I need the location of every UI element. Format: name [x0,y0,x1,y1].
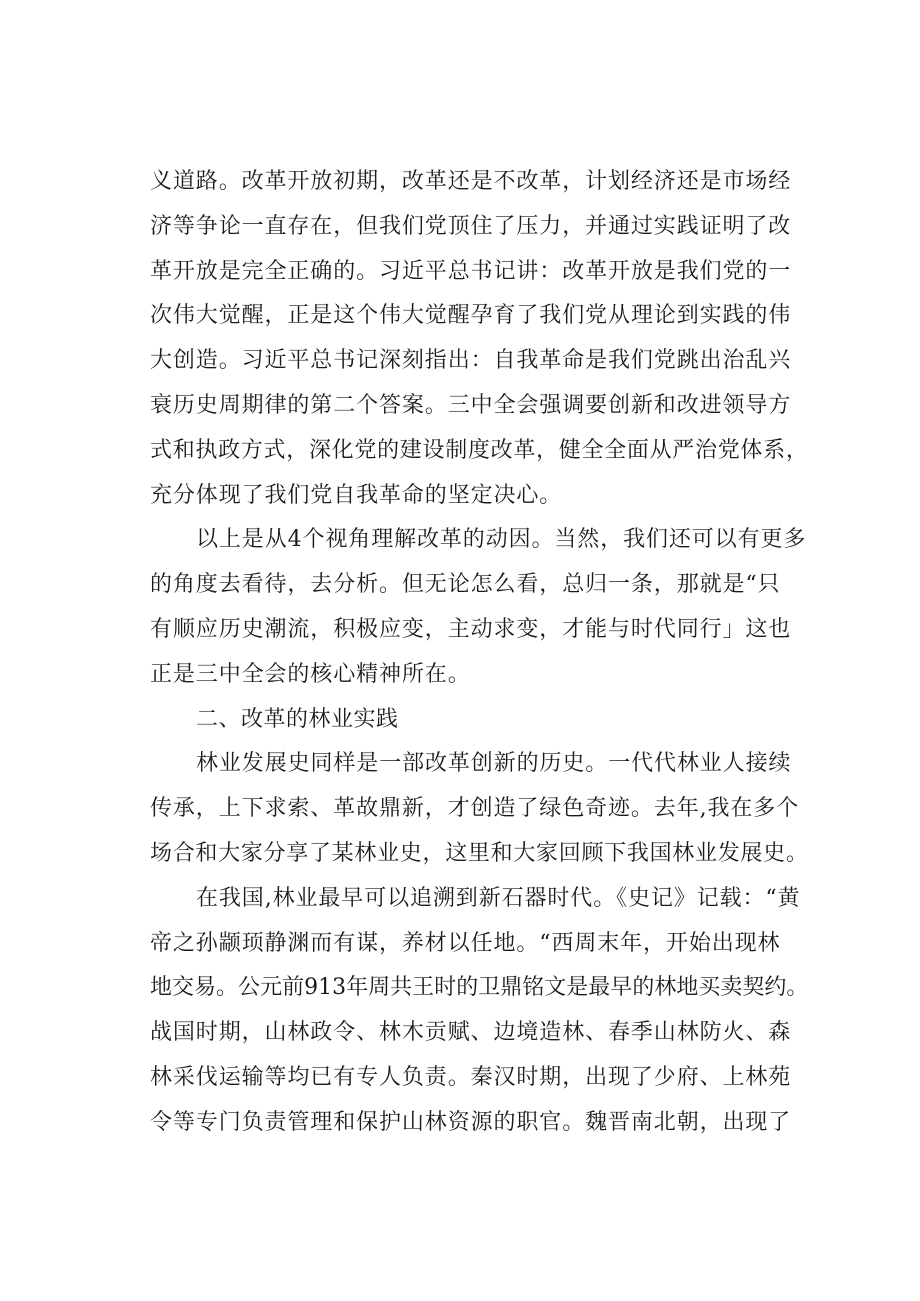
text-line: 有顺应历史潮流，积极应变，主动求变，才能与时代同行」这也 [150,616,792,642]
text-line: 帝之孙颛顼静渊而有谋，养材以任地。“西周末年，开始出现林 [150,930,781,956]
text-line: 正是三中全会的核心精神所在。 [150,661,471,687]
text-line: 林采伐运输等均已有专人负责。秦汉时期，出现了少府、上林苑 [150,1064,792,1090]
text-line: 充分体现了我们党自我革命的坚定决心。 [150,482,563,508]
text-line: 地交易。公元前913年周共王时的卫鼎铭文是最早的林地买卖契约。 [150,975,809,1001]
text-line: 传承，上下求索、革故鼎新，才创造了绿色奇迹。去年,我在多个 [150,796,800,822]
paragraph-first-line: 林业发展史同样是一部改革创新的历史。一代代林业人接续 [196,751,792,777]
text-line: 的角度去看待，去分析。但无论怎么看，总归一条，那就是“只 [150,572,781,598]
text-line: 济等争论一直存在，但我们党顶住了压力，并通过实践证明了改 [150,213,792,239]
text-line: 场合和大家分享了某林业史，这里和大家回顾下我国林业发展史。 [150,840,809,866]
paragraph-first-line: 以上是从4个视角理解改革的动因。当然，我们还可以有更多 [196,527,807,553]
text-line: 令等专门负责管理和保护山林资源的职官。魏晋南北朝，出现了 [150,1109,792,1135]
text-line: 衰历史周期律的第二个答案。三中全会强调要创新和改进领导方 [150,392,792,418]
document-body [150,160,809,1146]
section-heading: 二、改革的林业实践 [196,706,399,732]
text-line: 次伟大觉醒，正是这个伟大觉醒孕育了我们党从理论到实践的伟 [150,303,792,329]
text-line: 义道路。改革开放初期，改革还是不改革，计划经济还是市场经 [150,169,792,194]
text-line: 战国时期，山林政令、林木贡赋、边境造林、春季山林防火、森 [150,1020,792,1046]
paragraph-first-line: 在我国,林业最早可以追溯到新石器时代。《史记》记载：“黄 [196,885,801,911]
text-line: 大创造。习近平总书记深刻指出：自我革命是我们党跳出治乱兴 [150,348,792,374]
text-line: 式和执政方式，深化党的建设制度改革，健全全面从严治党体系， [150,437,809,463]
text-line: 革开放是完全正确的。习近平总书记讲：改革开放是我们党的一 [150,258,792,284]
